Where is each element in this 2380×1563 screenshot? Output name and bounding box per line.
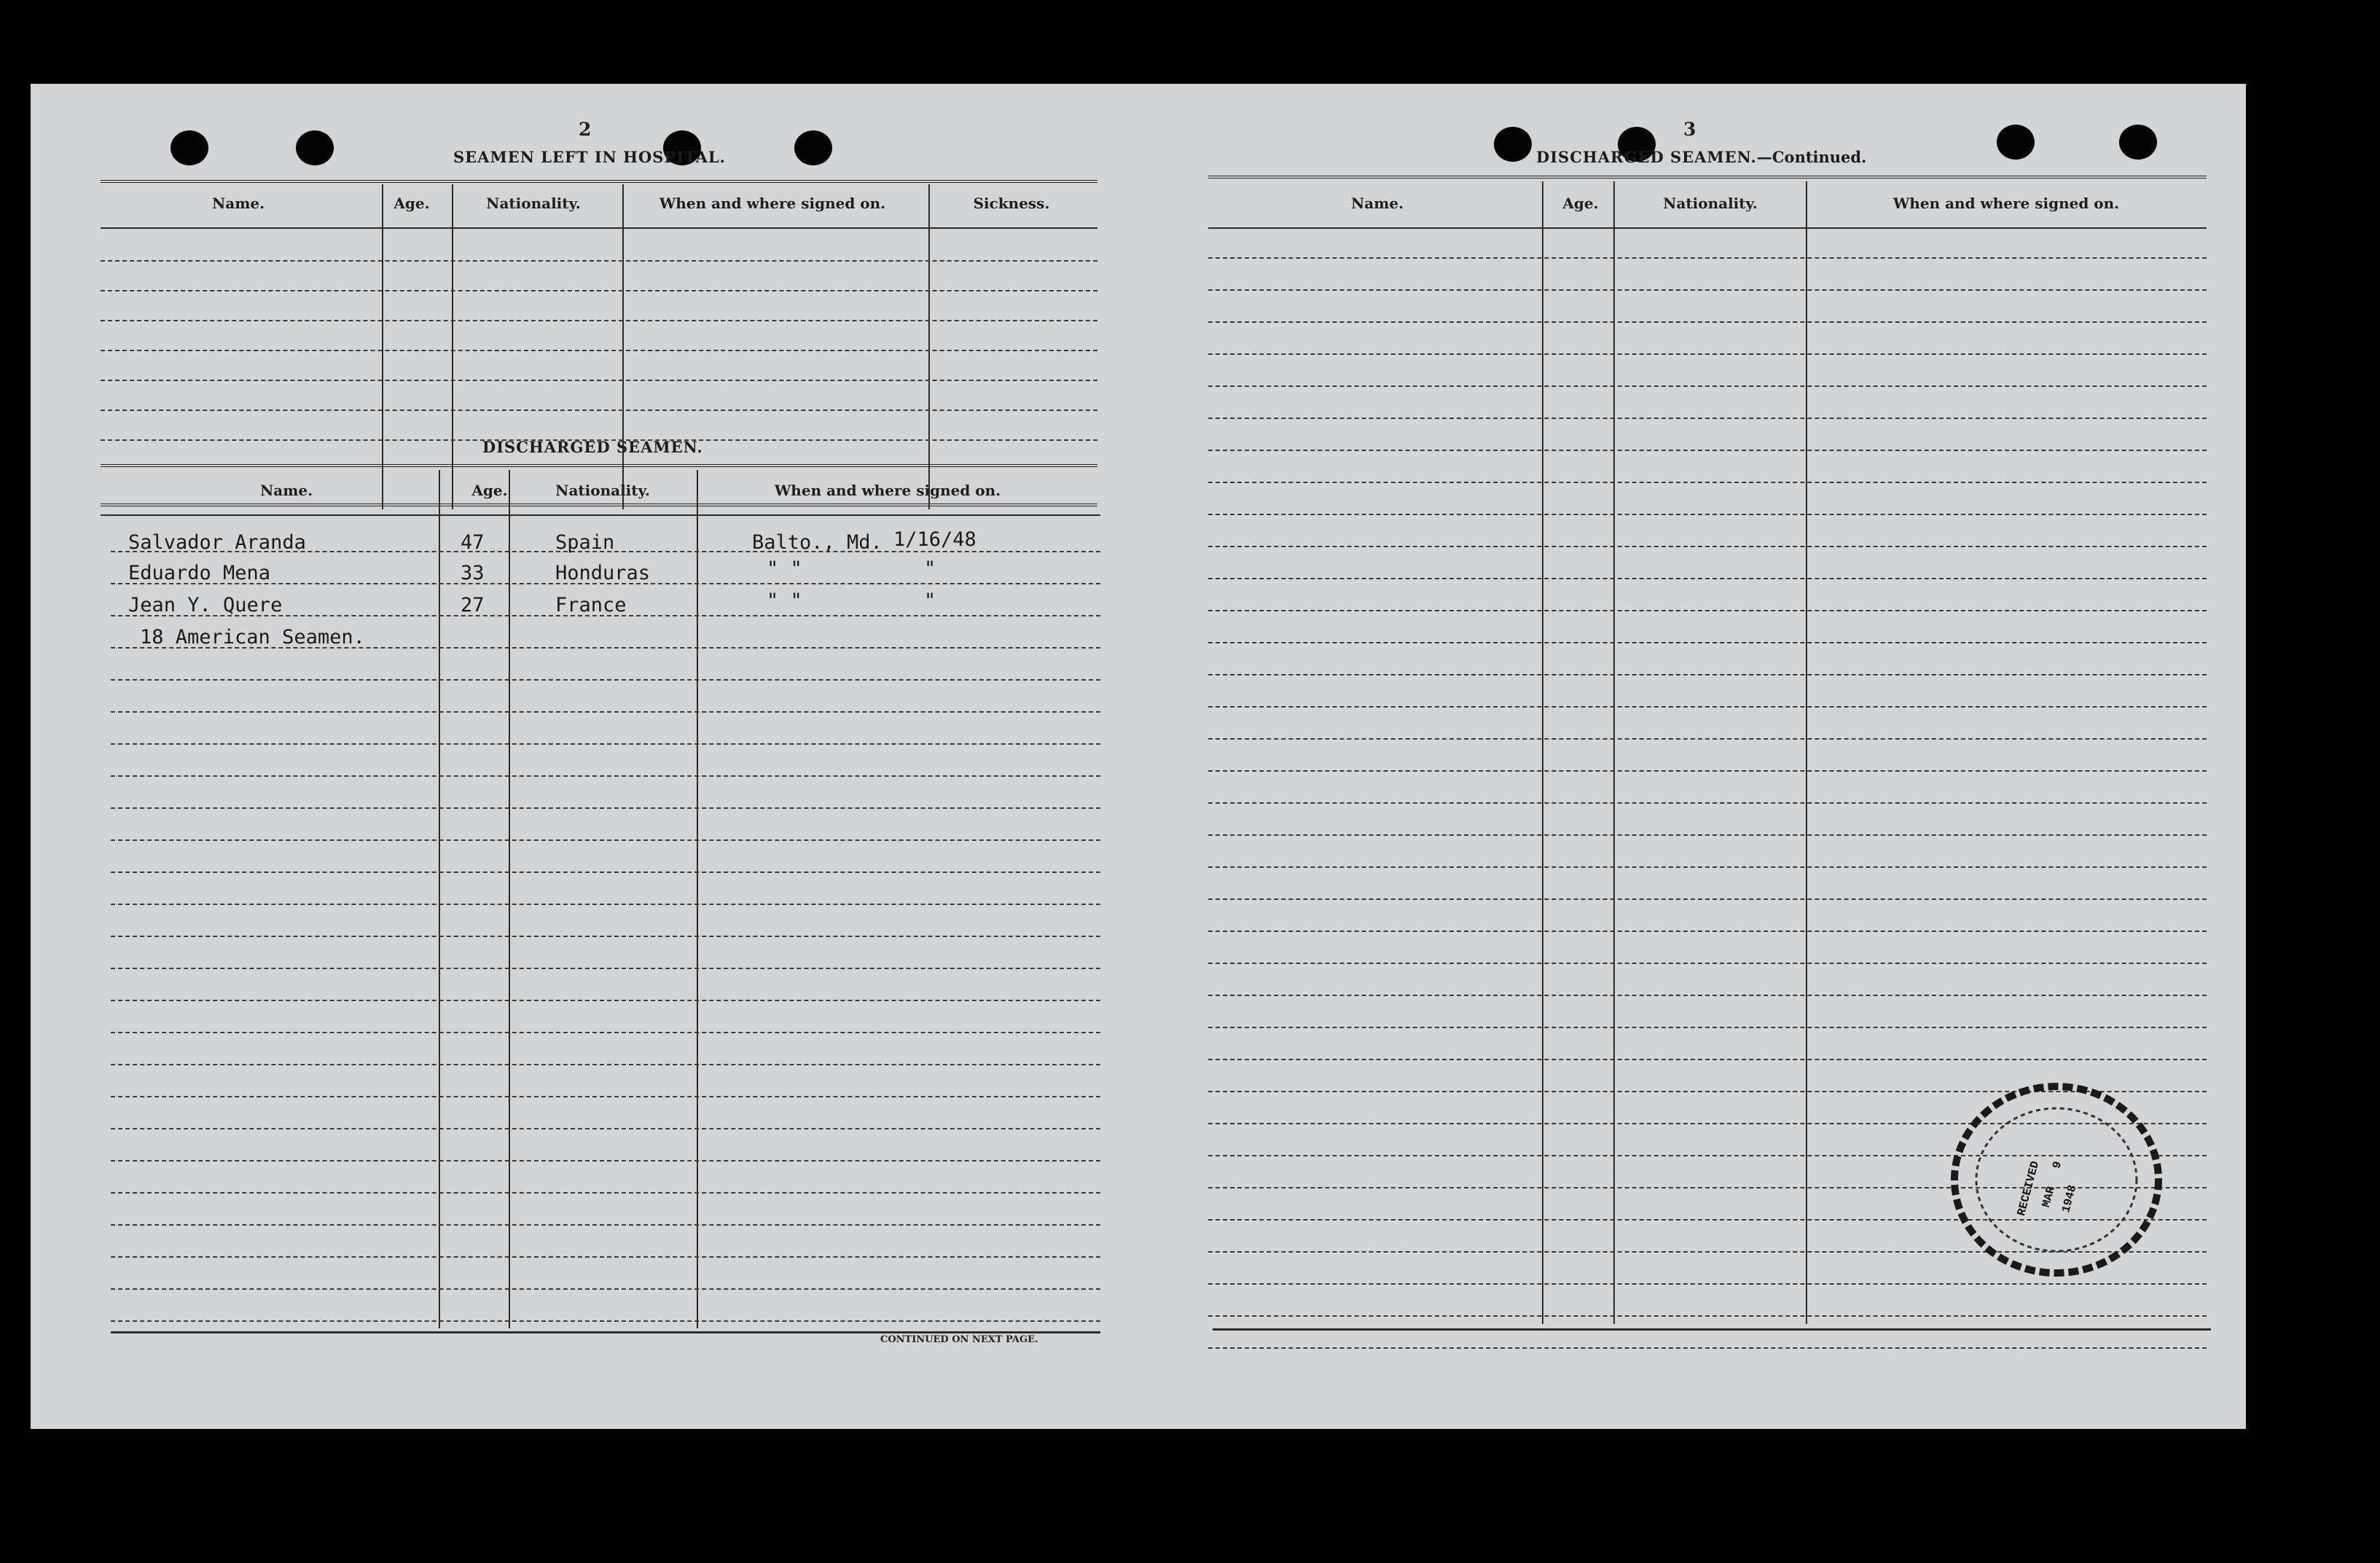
ruled-line xyxy=(1208,1347,2207,1349)
ruled-line xyxy=(101,260,1097,262)
ruled-line xyxy=(1208,706,2207,708)
header-underline xyxy=(1208,227,2207,229)
ruled-line xyxy=(1208,963,2207,964)
ruled-line xyxy=(111,904,1100,905)
ruled-line xyxy=(1208,418,2207,419)
stamp-inner-ring xyxy=(1976,1108,2137,1251)
ruled-line xyxy=(1208,450,2207,451)
ruled-line xyxy=(101,410,1097,411)
ruled-line xyxy=(111,1224,1100,1226)
crew-name: Eduardo Mena xyxy=(128,562,271,584)
ruled-line xyxy=(111,936,1100,937)
crew-signed-place: " " xyxy=(767,589,802,612)
ruled-line xyxy=(1208,995,2207,996)
ruled-line xyxy=(111,1320,1100,1322)
ruled-line xyxy=(1208,898,2207,900)
discharged-continued-title xyxy=(1536,148,1866,166)
table-bottom-rule xyxy=(111,1331,1100,1333)
column-header-signed-on: When and where signed on. xyxy=(1892,195,2120,212)
punch-hole xyxy=(1997,125,2035,160)
ruled-line xyxy=(1208,642,2207,643)
section-rule xyxy=(101,504,1097,506)
ruled-line xyxy=(111,775,1100,777)
ruled-line xyxy=(1208,578,2207,579)
continued-footer: CONTINUED ON NEXT PAGE. xyxy=(880,1334,1038,1345)
ruled-line xyxy=(1208,1315,2207,1317)
ruled-line xyxy=(1208,802,2207,804)
column-divider xyxy=(697,470,698,1328)
ruled-line xyxy=(1208,546,2207,547)
ruled-line xyxy=(111,1192,1100,1194)
discharged-section-title: DISCHARGED SEAMEN. xyxy=(482,438,703,456)
received-stamp xyxy=(1940,1070,2173,1289)
ruled-line xyxy=(1208,1059,2207,1060)
ruled-line xyxy=(1208,1027,2207,1028)
crew-signed-date: 1/16/48 xyxy=(893,528,976,551)
punch-hole xyxy=(1494,127,1532,162)
page-number: 2 xyxy=(579,119,592,140)
column-header-age: Age. xyxy=(471,482,508,499)
ruled-line xyxy=(1208,834,2207,836)
crew-nationality: Honduras xyxy=(555,562,651,584)
table-top-rule xyxy=(1208,176,2207,179)
crew-signed-place: " " xyxy=(767,557,802,580)
ruled-line xyxy=(111,1160,1100,1162)
ruled-line xyxy=(1208,353,2207,355)
stamp-year: 1948 xyxy=(2059,1183,2080,1215)
column-header-age: Age. xyxy=(394,195,430,212)
crew-signed-place: Balto., Md. xyxy=(752,531,882,554)
ruled-line xyxy=(1208,385,2207,387)
ruled-line xyxy=(111,1032,1100,1033)
ruled-line xyxy=(1208,674,2207,675)
title-suffix: —Continued. xyxy=(1756,148,1867,166)
page-number: 3 xyxy=(1683,119,1696,140)
ruled-line xyxy=(101,320,1097,321)
hospital-section-title: SEAMEN LEFT IN HOSPITAL. xyxy=(453,148,726,166)
crew-name: Jean Y. Quere xyxy=(128,594,283,616)
ruled-line xyxy=(101,290,1097,291)
ruled-line xyxy=(111,1288,1100,1290)
crew-note: 18 American Seamen. xyxy=(140,626,365,649)
ruled-line xyxy=(111,1096,1100,1097)
stamp-label: RECEIVED xyxy=(2014,1159,2043,1218)
table-top-rule xyxy=(101,464,1097,467)
ruled-line xyxy=(1208,482,2207,483)
ruled-line xyxy=(111,871,1100,873)
ruled-line xyxy=(1208,257,2207,259)
table-bottom-rule xyxy=(1213,1328,2211,1331)
column-header-name: Name. xyxy=(211,195,265,212)
column-header-nationality: Nationality. xyxy=(486,195,581,212)
ruled-line xyxy=(1208,289,2207,291)
ruled-line xyxy=(111,1064,1100,1065)
manifest-sheet xyxy=(31,84,2246,1429)
crew-age: 47 xyxy=(461,531,485,554)
column-header-signed-on: When and where signed on. xyxy=(774,482,1001,499)
ruled-line xyxy=(1208,931,2207,932)
ruled-line xyxy=(111,711,1100,713)
ruled-line xyxy=(111,1000,1100,1001)
column-divider xyxy=(622,184,624,509)
table-top-rule xyxy=(101,180,1097,183)
header-underline xyxy=(101,227,1097,229)
punch-hole xyxy=(2119,125,2157,160)
column-divider xyxy=(382,184,383,509)
ruled-line xyxy=(1208,610,2207,611)
punch-hole xyxy=(171,130,208,165)
crew-age: 33 xyxy=(461,562,485,584)
ruled-line xyxy=(101,350,1097,351)
crew-name: Salvador Aranda xyxy=(128,531,306,554)
crew-nationality: Spain xyxy=(555,531,615,554)
crew-signed-date: " xyxy=(924,557,936,580)
ruled-line xyxy=(1208,321,2207,323)
column-header-age: Age. xyxy=(1562,195,1599,212)
header-underline xyxy=(101,514,1100,516)
column-divider xyxy=(928,184,930,509)
column-divider xyxy=(509,470,510,1328)
column-divider xyxy=(452,184,453,509)
ruled-line xyxy=(111,743,1100,745)
ruled-line xyxy=(111,1256,1100,1258)
ruled-line xyxy=(1208,738,2207,740)
ruled-line xyxy=(111,1128,1100,1129)
column-divider xyxy=(439,470,440,1328)
crew-age: 27 xyxy=(461,594,485,616)
punch-hole xyxy=(296,130,334,165)
ruled-line xyxy=(111,807,1100,809)
punch-hole xyxy=(794,130,832,165)
column-header-sickness: Sickness. xyxy=(973,195,1050,212)
ruled-line xyxy=(101,380,1097,381)
ruled-line xyxy=(1208,770,2207,772)
stamp-month: MAR xyxy=(2040,1185,2058,1209)
column-header-signed-on: When and where signed on. xyxy=(659,195,886,212)
crew-signed-date: " xyxy=(924,589,936,612)
ruled-line xyxy=(1208,514,2207,515)
column-header-nationality: Nationality. xyxy=(555,482,650,499)
ruled-line xyxy=(111,839,1100,841)
ruled-line xyxy=(111,968,1100,969)
column-header-nationality: Nationality. xyxy=(1663,195,1758,212)
ruled-line xyxy=(111,679,1100,681)
stamp-outer-ring xyxy=(1954,1086,2158,1273)
ruled-line xyxy=(1208,866,2207,868)
title-main: DISCHARGED SEAMEN. xyxy=(1536,148,1757,166)
column-header-name: Name. xyxy=(1350,195,1404,212)
stamp-day: 9 xyxy=(2050,1159,2065,1170)
crew-nationality: France xyxy=(555,594,627,616)
column-header-name: Name. xyxy=(259,482,313,499)
